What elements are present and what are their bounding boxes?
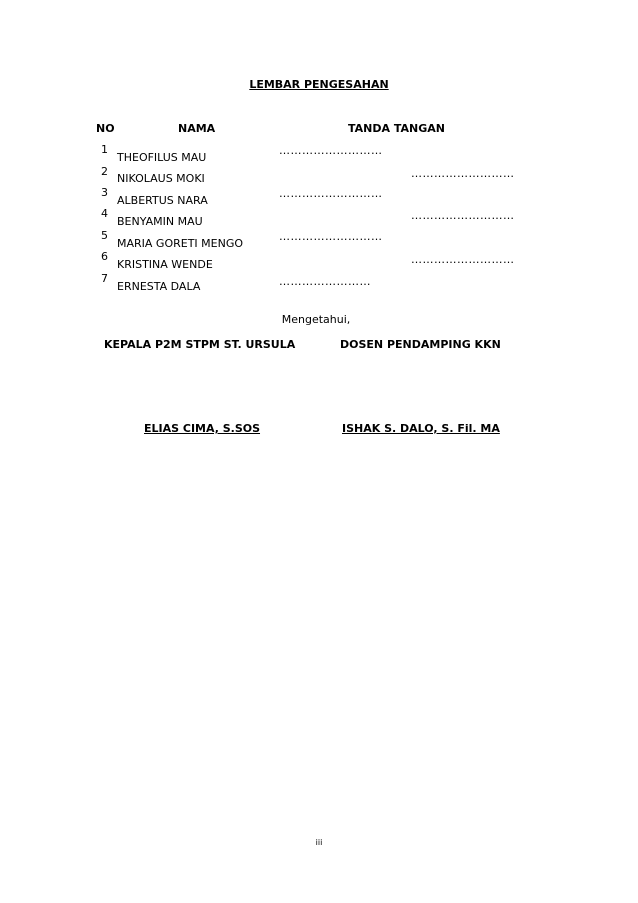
- row-number: 5: [101, 229, 108, 242]
- page-title: LEMBAR PENGESAHAN: [249, 78, 389, 91]
- member-name: ALBERTUS NARA: [117, 194, 208, 207]
- member-name: MARIA GORETI MENGO: [117, 237, 244, 250]
- row-number: 2: [101, 165, 108, 178]
- member-name: NIKOLAUS MOKI: [117, 172, 205, 185]
- signature-line: ………………………: [411, 209, 515, 222]
- row-number: 6: [101, 250, 108, 263]
- signatory-role-right: DOSEN PENDAMPING KKN: [340, 338, 501, 351]
- signatory-name-right: ISHAK S. DALO, S. Fil. MA: [342, 422, 500, 435]
- signature-line: ………………………: [411, 253, 515, 266]
- signature-line: ………………………: [279, 144, 383, 157]
- row-number: 7: [101, 272, 108, 285]
- signature-line: ……………………: [279, 275, 371, 288]
- signature-line: ………………………: [411, 167, 515, 180]
- member-name: THEOFILUS MAU: [117, 151, 207, 164]
- member-name: KRISTINA WENDE: [117, 258, 213, 271]
- column-header-nama: NAMA: [178, 122, 216, 135]
- signatory-role-left: KEPALA P2M STPM ST. URSULA: [104, 338, 296, 351]
- page-number: iii: [315, 838, 323, 847]
- signature-line: ………………………: [279, 230, 383, 243]
- acknowledgement-text: Mengetahui,: [281, 313, 351, 326]
- column-header-no: NO: [96, 122, 115, 135]
- column-header-tanda-tangan: TANDA TANGAN: [348, 122, 445, 135]
- row-number: 1: [101, 143, 108, 156]
- row-number: 3: [101, 186, 108, 199]
- signatory-name-left: ELIAS CIMA, S.SOS: [144, 422, 261, 435]
- member-name: BENYAMIN MAU: [117, 215, 203, 228]
- row-number: 4: [101, 207, 108, 220]
- acknowledgement-label: [0, 313, 638, 326]
- member-name: ERNESTA DALA: [117, 280, 201, 293]
- signature-line: ………………………: [279, 187, 383, 200]
